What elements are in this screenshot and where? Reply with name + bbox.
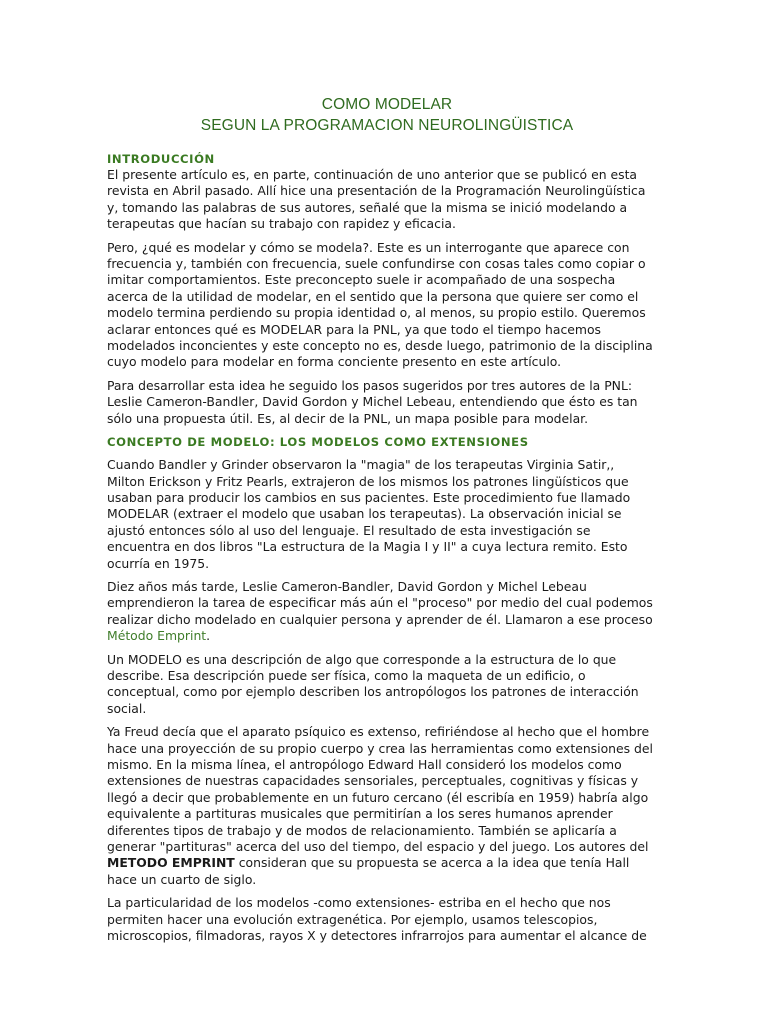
section-heading-introduccion: INTRODUCCIÓN <box>107 152 215 166</box>
text-line: Un MODELO es una descripción de algo que corresponde a la estructura de lo que <box>107 651 617 667</box>
text-line: MODELAR (extraer el modelo que usaban los terapeutas). La observación inicial se <box>107 506 622 522</box>
text-line: realizar dicho modelado en cualquier persona y aprender de él. Llamaron a ese proceso <box>107 611 653 627</box>
text-line: modelo termina perdiendo su propia identidad o, al menos, su propio estilo. Queremos <box>107 305 646 321</box>
text-line: revista en Abril pasado. Allí hice una presentación de la Programación Neurolingüística <box>107 183 646 199</box>
text-fragment: consideran que su propuesta se acerca a la idea que tenía Hall <box>234 855 630 871</box>
document-page <box>107 94 667 951</box>
text-line: Pero, ¿qué es modelar y cómo se modela?. Este es un interrogante que aparece con <box>107 239 630 255</box>
text-line: microscopios, filmadoras, rayos X y detectores infrarrojos para aumentar el alcance de <box>107 928 647 944</box>
text-line: conceptual, como por ejemplo describen los antropólogos los patrones de interacción <box>107 684 639 700</box>
text-line: generar "partituras" acerca del uso del tiempo, del espacio y del juego. Los autores del <box>107 839 649 855</box>
text-line: Ya Freud decía que el aparato psíquico es extenso, refiriéndose al hecho que el hombre <box>107 724 650 740</box>
text-line: Diez años más tarde, Leslie Cameron-Bandler, David Gordon y Michel Lebeau <box>107 578 587 594</box>
text-line: describe. Esa descripción puede ser física, como la maqueta de un edificio, o <box>107 667 586 683</box>
text-line: Para desarrollar esta idea he seguido los pasos sugeridos por tres autores de la PNL: <box>107 377 633 393</box>
text-line: Leslie Cameron-Bandler, David Gordon y Michel Lebeau, entendiendo que ésto es tan <box>107 394 638 410</box>
text-line: llegó a decir que probablemente en un futuro cercano (él escribía en 1959) habría algo <box>107 789 649 805</box>
text-line: La particularidad de los modelos -como extensiones- estriba en el hecho que nos <box>107 895 611 911</box>
text-line: encuentra en dos libros "La estructura de la Magia I y II" a cuya lectura remito. Esto <box>107 539 628 555</box>
text-period: . <box>206 628 211 644</box>
text-line: equivalente a partituras musicales que permitirían a los seres humanos aprender <box>107 806 613 822</box>
paragraph-7 <box>107 724 667 888</box>
text-line: modelados inconcientes y este concepto no es, desde luego, patrimonio de la disciplina <box>107 338 653 354</box>
text-line: sólo una propuesta útil. Es, al decir de la PNL, un mapa posible para modelar. <box>107 410 589 426</box>
paragraph-3 <box>107 378 667 427</box>
text-line <box>107 855 667 871</box>
title-line-1: COMO MODELAR <box>321 96 453 113</box>
text-line: Cuando Bandler y Grinder observaron la "magia" de los terapeutas Virginia Satir,, <box>107 457 615 473</box>
text-line: ajustó entonces sólo al uso del lenguaje. El resultado de esta investigación se <box>107 522 591 538</box>
paragraph-4 <box>107 457 667 572</box>
paragraph-2 <box>107 240 667 371</box>
metodo-emprint-bold: METODO EMPRINT <box>107 855 235 871</box>
text-line: Milton Erickson y Fritz Pearls, extrajeron de los mismos los patrones lingüísticos que <box>107 473 629 489</box>
text-line: aclarar entonces qué es MODELAR para la PNL, ya que todo el tiempo hacemos <box>107 321 601 337</box>
paragraph-5 <box>107 579 667 645</box>
text-line: usaban para producir los cambios en sus pacientes. Este procedimiento fue llamado <box>107 489 631 505</box>
text-line: acerca de la utilidad de modelar, en el sentido que la persona que quiere ser como el <box>107 288 639 304</box>
text-line: mismo. En la misma línea, el antropólogo Edward Hall consideró los modelos como <box>107 757 622 772</box>
text-line: extensiones de nuestras capacidades sensoriales, perceptuales, cognitivas y físicas y <box>107 773 639 789</box>
text-line: emprendieron la tarea de especificar más aún el "proceso" por medio del cual podemos <box>107 595 653 611</box>
text-line <box>107 628 667 644</box>
paragraph-6 <box>107 652 667 718</box>
text-line: cuyo modelo para modelar en forma conciente presento en este artículo. <box>107 354 562 370</box>
title-line-2: SEGUN LA PROGRAMACION NEUROLINGÜISTICA <box>200 117 574 134</box>
text-line: terapeutas que hacían su trabajo con rapidez y eficacia. <box>107 216 456 232</box>
document-title <box>107 94 667 136</box>
text-line: y, tomando las palabras de sus autores, señalé que la misma se inició modelando a <box>107 199 628 215</box>
paragraph-8 <box>107 895 667 944</box>
section-heading-concepto: CONCEPTO DE MODELO: LOS MODELOS COMO EXTENSIONES <box>107 435 529 450</box>
text-line: imitar comportamientos. Este preconcepto suele ir acompañado de una sospecha <box>107 272 616 288</box>
paragraph-1 <box>107 167 667 233</box>
text-line: permiten hacer una evolución extragenética. Por ejemplo, usamos telescopios, <box>107 911 598 927</box>
text-line: El presente artículo es, en parte, continuación de uno anterior que se publicó en esta <box>107 167 638 182</box>
text-line: diferentes tipos de trabajo y de modos de relacionamiento. También se aplicaría a <box>107 822 617 838</box>
text-line: hace un cuarto de siglo. <box>107 871 257 887</box>
metodo-emprint-link[interactable]: Método Emprint <box>107 628 207 644</box>
text-line: hace una proyección de su propio cuerpo y crea las herramientas como extensiones del <box>107 740 653 756</box>
text-line: social. <box>107 700 147 716</box>
text-line: frecuencia y, también con frecuencia, suele confundirse con cosas tales como copiar o <box>107 256 646 272</box>
text-line: ocurría en 1975. <box>107 555 210 571</box>
